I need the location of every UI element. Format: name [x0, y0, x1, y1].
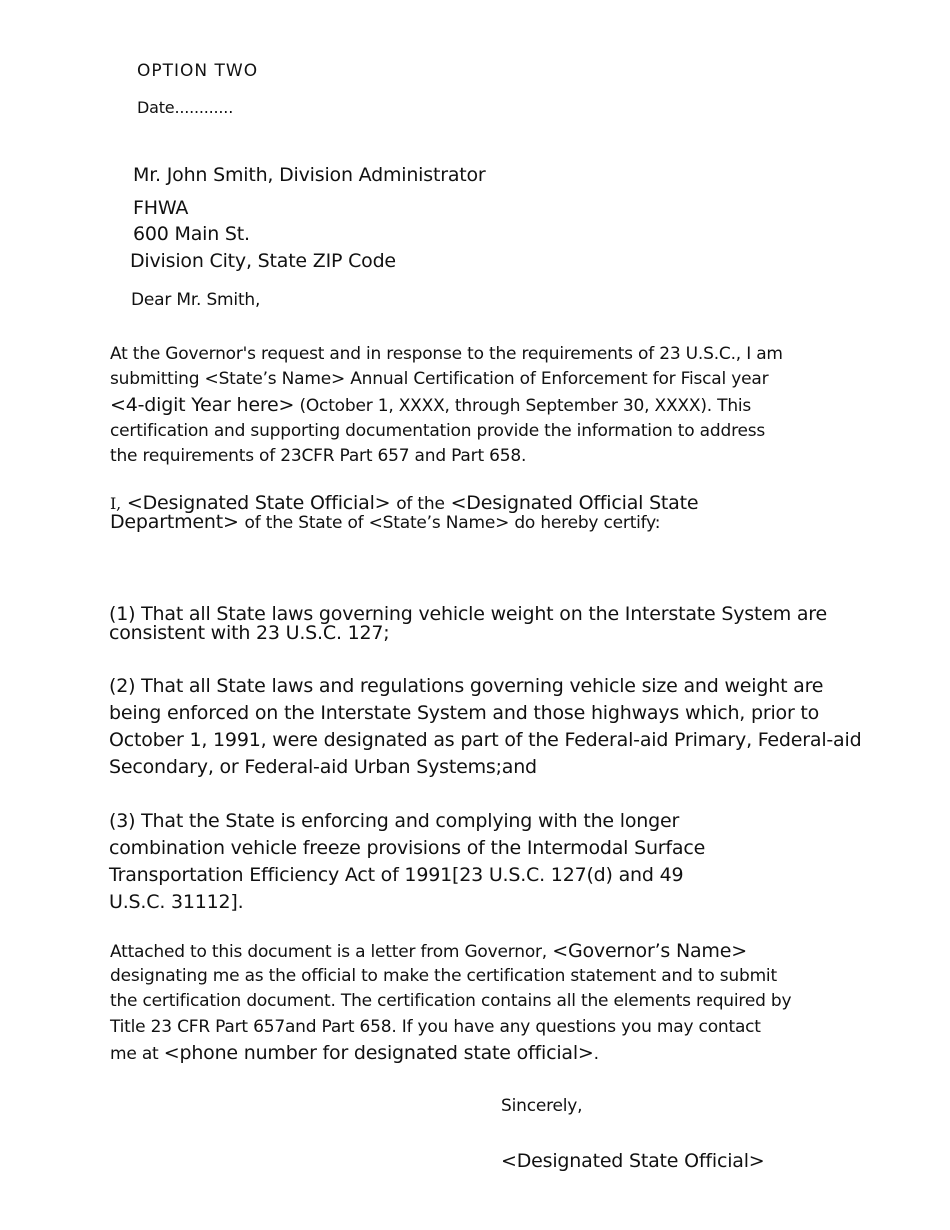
- attached-line-3: the certification document. The certification contains all the elements required by: [110, 991, 792, 1011]
- recipient-street: 600 Main St.: [133, 223, 250, 245]
- certify-i: I,: [110, 494, 122, 513]
- designated-official-placeholder: <Designated State Official>: [126, 492, 391, 514]
- attached-line-5-end: .: [593, 1044, 599, 1064]
- certify-line-2: [110, 513, 660, 532]
- attached-line-1-text: Attached to this document is a letter from Governor,: [110, 942, 548, 962]
- certify-of-the: of the: [396, 494, 445, 514]
- intro-line-5: the requirements of 23CFR Part 657 and Part 658.: [110, 446, 527, 466]
- attached-line-2: designating me as the official to make the certification statement and to submit: [110, 966, 777, 986]
- closing-sincerely: Sincerely,: [501, 1096, 583, 1116]
- recipient-city: Division City, State ZIP Code: [130, 250, 396, 272]
- item-1-line-2: consistent with 23 U.S.C. 127;: [109, 622, 390, 644]
- department-placeholder-b: Department>: [110, 511, 239, 533]
- item-3-line-3: Transportation Efficiency Act of 1991[23 U.S.C. 127(d) and 49: [109, 864, 684, 886]
- attached-line-4: Title 23 CFR Part 657and Part 658. If you have any questions you may contact: [110, 1017, 761, 1037]
- item-2-line-3: October 1, 1991, were designated as part of the Federal-aid Primary, Federal-aid: [109, 729, 862, 751]
- intro-line-2: submitting <State’s Name> Annual Certification of Enforcement for Fiscal year: [110, 369, 769, 389]
- intro-line-3-rest: (October 1, XXXX, through September 30, XXXX). This: [294, 396, 752, 416]
- item-3-line-1: (3) That the State is enforcing and complying with the longer: [109, 810, 680, 832]
- item-1-line-1: (1) That all State laws governing vehicle weight on the Interstate System are: [109, 603, 827, 625]
- date-line: Date............: [137, 98, 234, 117]
- certify-rest: of the State of <State’s Name> do hereby certify:: [244, 513, 661, 533]
- department-placeholder-a: <Designated Official State: [450, 492, 699, 514]
- item-3-line-2: combination vehicle freeze provisions of the Intermodal Surface: [109, 837, 706, 859]
- attached-line-5: [110, 1044, 599, 1063]
- intro-line-4: certification and supporting documentation provide the information to address: [110, 421, 766, 441]
- recipient-name: Mr. John Smith, Division Administrator: [133, 164, 486, 186]
- salutation: Dear Mr. Smith,: [131, 290, 261, 310]
- item-2-line-2: being enforced on the Interstate System and those highways which, prior to: [109, 702, 820, 724]
- item-2-line-1: (2) That all State laws and regulations governing vehicle size and weight are: [109, 675, 824, 697]
- intro-line-3: [110, 396, 751, 415]
- phone-placeholder: <phone number for designated state official>: [163, 1042, 594, 1064]
- item-3-line-4: U.S.C. 31112].: [109, 891, 244, 913]
- intro-line-1: At the Governor's request and in response to the requirements of 23 U.S.C., I am: [110, 344, 783, 364]
- attached-line-1: [110, 942, 747, 961]
- recipient-org: FHWA: [133, 197, 189, 219]
- signature-placeholder: <Designated State Official>: [501, 1150, 765, 1172]
- attached-line-5-pre: me at: [110, 1044, 159, 1064]
- governor-name-placeholder: <Governor’s Name>: [552, 940, 747, 962]
- fiscal-year-placeholder: <4-digit Year here>: [110, 394, 295, 416]
- item-2-line-4: Secondary, or Federal-aid Urban Systems;and: [109, 756, 537, 778]
- option-heading: OPTION TWO: [137, 61, 259, 81]
